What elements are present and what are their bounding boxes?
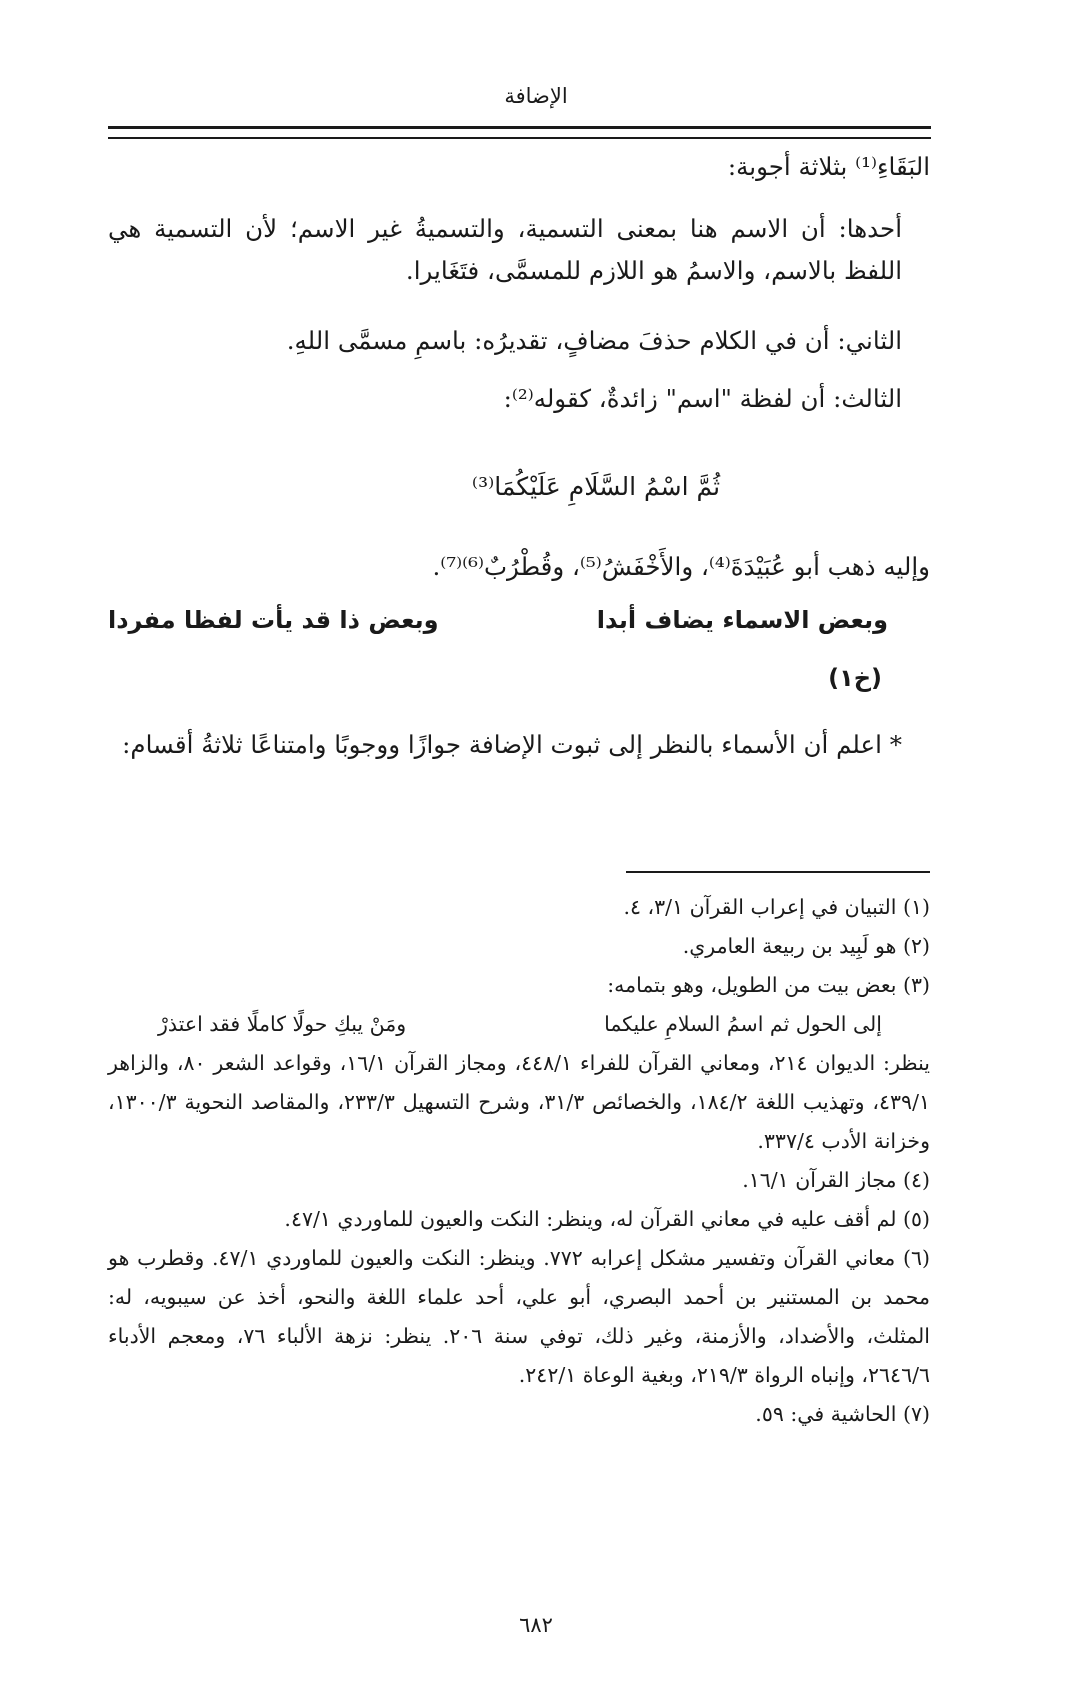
- footnote-separator: [626, 871, 930, 873]
- verse-first-hemistich: وبعض الاسماء يضاف أبدا: [596, 606, 888, 634]
- footnote-verse-hemistich-1: إلى الحول ثم اسمُ السلامِ عليكما: [604, 1012, 882, 1036]
- footnote-3-references: ينظر: الديوان ٢١٤، ومعاني القرآن للفراء ٤٤٨/١، ومجاز القرآن ١٦/١، وقواعد الشعر ٨٠، والزاهر ٤٣٩/١، وتهذيب اللغة ١٨٤/٢، والخصائص ٣١/٣، وشرح التسهيل ٢٣٣/٣، والمقاصد النحوية ١٣٠٠/٣، وخزانة الأدب ٣٣٧/٤.: [108, 1051, 930, 1153]
- verse-second-hemistich: وبعض ذا قد يأت لفظا مفردا: [108, 606, 439, 634]
- body-paragraph-3: الثاني: أن في الكلام حذفَ مضافٍ، تقديرُه: باسمِ مسمَّى اللهِ.: [286, 326, 902, 355]
- manuscript-tag: (خ١): [828, 664, 882, 692]
- footnotes: [108, 888, 930, 1434]
- alfiyya-verse: [108, 606, 930, 656]
- footnote-6: (٦) معاني القرآن وتفسير مشكل إعرابه ٧٧٢. وينظر: النكت والعيون للماوردي ٤٧/١. وقطرب هو محمد بن المستنير بن أحمد البصري، أبو علي، أحد علماء اللغة والنحو، أخذ عن سيبويه، له: المثلث، والأضداد، والأزمنة، وغير ذلك، توفي سنة ٢٠٦. ينظر: نزهة الألباء ٧٦، ومعجم الأدباء ٢٦٤٦/٦، وإنباه الرواة ٢١٩/٣، وبغية الوعاة ٢٤٢/١.: [108, 1246, 931, 1387]
- header-rule-thick: [108, 126, 931, 129]
- running-header: الإضافة: [504, 84, 568, 108]
- body-paragraph-4: الثالث: أن لفظة "اسم" زائدةٌ، كقوله⁽²⁾:: [503, 384, 902, 413]
- body-paragraph-1: البَقَاءِ⁽¹⁾ بثلاثة أجوبة:: [727, 152, 930, 181]
- body-paragraph-5: وإليه ذهب أبو عُبَيْدَةَ⁽⁴⁾، والأَخْفَشُ⁽⁵⁾، وقُطْرُبٌ⁽⁶⁾⁽⁷⁾.: [432, 552, 930, 581]
- footnote-3: (٣) بعض بيت من الطويل، وهو بتمامه:: [607, 973, 930, 997]
- footnote-5: (٥) لم أقف عليه في معاني القرآن له، وينظر: النكت والعيون للماوردي ٤٧/١.: [284, 1207, 930, 1231]
- footnote-1: (١) التبيان في إعراب القرآن ٣/١، ٤.: [623, 895, 930, 919]
- quoted-verse: ثُمَّ اسْمُ السَّلَامِ عَلَيْكُمَا⁽³⁾: [471, 472, 721, 501]
- footnote-7: (٧) الحاشية في: ٥٩.: [755, 1402, 930, 1426]
- header-rule-thin: [108, 137, 931, 139]
- footnote-verse-hemistich-2: ومَنْ يبكِ حولًا كاملًا فقد اعتذرْ: [158, 1012, 407, 1036]
- footnote-2: (٢) هو لَبِيد بن ربيعة العامري.: [682, 934, 930, 958]
- footnote-verse: [108, 1005, 930, 1044]
- body-paragraph-6: * اعلم أن الأسماء بالنظر إلى ثبوت الإضافة جوازًا ووجوبًا وامتناعًا ثلاثةُ أقسام:: [122, 730, 902, 759]
- page-number: ٦٨٢: [519, 1613, 553, 1637]
- footnote-4: (٤) مجاز القرآن ١٦/١.: [742, 1168, 930, 1192]
- body-paragraph-2: أحدها: أن الاسم هنا بمعنى التسمية، والتسميةُ غير الاسم؛ لأن التسمية هي اللفظ بالاسم، والاسمُ هو اللازم للمسمَّى، فتَغَايرا.: [108, 214, 902, 285]
